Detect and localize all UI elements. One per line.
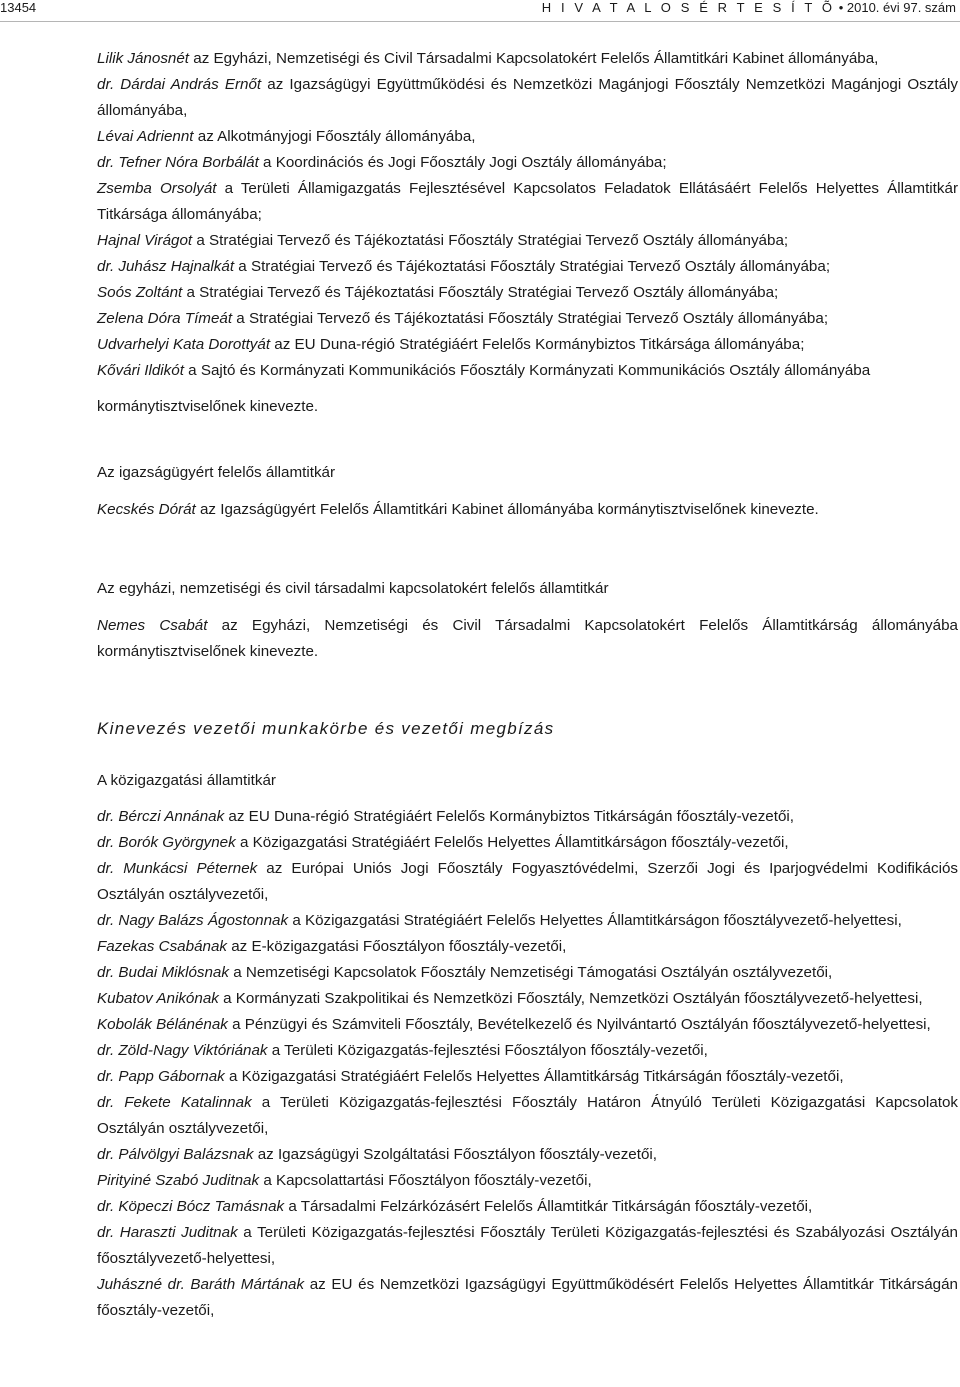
appointment-text: a Stratégiai Tervező és Tájékoztatási Főosztály Stratégiai Tervező Osztály állományába; [182, 284, 779, 301]
intro-closing: kormánytisztviselőnek kinevezte. [97, 398, 319, 415]
name-text: Lévai Adriennt [97, 128, 194, 145]
running-header [0, 0, 960, 22]
section-justice-body [97, 497, 958, 523]
issue-label: 2010. évi 97. szám [846, 0, 956, 15]
intro-appointment-list [97, 46, 958, 384]
appointment-text: a Kormányzati Szakpolitikai és Nemzetközi Főosztály, Nemzetközi Osztályán főosztályvezető-helyettesi, [218, 990, 923, 1007]
appointment-text: a Közigazgatási Stratégiáért Felelős Helyettes Államtitkárság Titkárságán főosztály-vezetői, [224, 1068, 844, 1085]
page-number: 13454 [0, 0, 37, 15]
name-text: Dárdai András Ernőt [120, 76, 262, 93]
appointment-text: a Közigazgatási Stratégiáért Felelős Helyettes Államtitkárságon főosztály-vezetői, [235, 834, 789, 851]
name-text: Kobolák Bélánénak [97, 1016, 228, 1033]
person-name: Nemes Csabát [97, 617, 208, 634]
section-church-body [97, 613, 958, 665]
person-name [97, 1042, 268, 1059]
list-item [97, 306, 958, 332]
appointment-text: a Területi Közigazgatás-fejlesztési Főosztály Területi Közigazgatás-fejlesztési és Szabályozási Osztályán főosztályvezető-helyettesi, [97, 1224, 958, 1267]
appointment-text: az E-közigazgatási Főosztályon főosztály-vezetői, [227, 938, 567, 955]
journal-info [542, 0, 956, 15]
person-name [97, 284, 182, 301]
person-name [97, 362, 184, 379]
name-text: Munkácsi Péternek [123, 860, 258, 877]
list-item [97, 1194, 958, 1220]
person-name [97, 180, 217, 197]
list-item [97, 150, 958, 176]
header-bullet: • [838, 0, 844, 15]
list-item [97, 332, 958, 358]
person-name [97, 258, 234, 275]
appointment-text: a Koordinációs és Jogi Főosztály Jogi Osztály állományába; [258, 154, 667, 171]
title-prefix: dr. [97, 1042, 119, 1059]
list-item [97, 176, 958, 228]
title-prefix: dr. [97, 860, 124, 877]
name-text: Fazekas Csabának [97, 938, 228, 955]
list-item [97, 1142, 958, 1168]
name-text: Juhászné dr. Baráth Mártának [97, 1276, 305, 1293]
list-item [97, 1038, 958, 1064]
title-prefix: dr. [97, 834, 119, 851]
name-text: Haraszti Juditnak [119, 1224, 238, 1241]
name-text: Kővári Ildikót [97, 362, 184, 379]
list-item [97, 934, 958, 960]
list-item [97, 124, 958, 150]
appointment-text: a Stratégiai Tervező és Tájékoztatási Főosztály Stratégiai Tervező Osztály állományába; [234, 258, 831, 275]
person-name [97, 1198, 284, 1215]
name-text: Bérczi Annának [118, 808, 225, 825]
title-prefix: dr. [97, 258, 119, 275]
list-item [97, 1090, 958, 1142]
person-name [97, 154, 259, 171]
appointment-text: az Igazságügyi Szolgáltatási Főosztályon főosztály-vezetői, [253, 1146, 657, 1163]
appointment-text: a Stratégiai Tervező és Tájékoztatási Főosztály Stratégiai Tervező Osztály állományába; [232, 310, 829, 327]
list-item [97, 358, 958, 384]
appointment-text: az Igazságügyi Együttműködési és Nemzetközi Magánjogi Főosztály Nemzetközi Magánjogi Osztály állományába, [97, 76, 958, 119]
person-name [97, 128, 194, 145]
person-name [97, 964, 229, 981]
list-item [97, 804, 958, 830]
name-text: Udvarhelyi Kata Dorottyát [97, 336, 271, 353]
name-text: Köpeczi Bócz Tamásnak [118, 1198, 285, 1215]
appointment-text: a Pénzügyi és Számviteli Főosztály, Bevételkezelő és Nyilvántartó Osztályán főosztályvezető-helyettesi, [227, 1016, 931, 1033]
list-item [97, 960, 958, 986]
person-name [97, 1276, 304, 1293]
appointment-text: az EU Duna-régió Stratégiáért Felelős Kormánybiztos Titkársága állományába; [270, 336, 805, 353]
appointment-text: a Közigazgatási Stratégiáért Felelős Helyettes Államtitkárságon főosztályvezető-helyettesi, [288, 912, 902, 929]
document-body [97, 46, 958, 1324]
name-text: Zsemba Orsolyát [97, 180, 217, 197]
name-text: Kubatov Anikónak [97, 990, 219, 1007]
name-text: Hajnal Virágot [97, 232, 193, 249]
leadership-appointment-list [97, 804, 958, 1324]
section-heading: Kinevezés vezetői munkakörbe és vezetői megbízás [97, 719, 555, 738]
person-name [97, 336, 270, 353]
person-name [97, 1094, 252, 1111]
person-name [97, 76, 261, 93]
title-prefix: dr. [97, 964, 119, 981]
person-name [97, 310, 232, 327]
appointment-text: az Egyházi, Nemzetiségi és Civil Társadalmi Kapcsolatokért Felelős Államtitkári Kabinet állományába, [189, 50, 879, 67]
appointment-text: a Kapcsolattartási Főosztályon főosztály-vezetői, [259, 1172, 592, 1189]
list-item [97, 1064, 958, 1090]
person-name [97, 1016, 228, 1033]
person-name [97, 990, 219, 1007]
name-text: Juhász Hajnalkát [118, 258, 235, 275]
name-text: Budai Miklósnak [118, 964, 229, 981]
person-name [97, 860, 257, 877]
list-item [97, 908, 958, 934]
title-prefix: dr. [97, 1224, 120, 1241]
list-item [97, 856, 958, 908]
appointment-text: a Stratégiai Tervező és Tájékoztatási Főosztály Stratégiai Tervező Osztály állományába; [192, 232, 789, 249]
name-text: Zelena Dóra Tímeát [97, 310, 233, 327]
person-name [97, 938, 227, 955]
person-name [97, 50, 189, 67]
person-name [97, 1172, 259, 1189]
person-name: Kecskés Dórát [97, 501, 196, 518]
header-rule [0, 21, 960, 22]
title-prefix: dr. [97, 1146, 119, 1163]
name-text: Fekete Katalinnak [124, 1094, 252, 1111]
journal-title: H I V A T A L O S É R T E S Í T Õ [541, 0, 836, 15]
person-name [97, 912, 288, 929]
title-prefix: dr. [97, 912, 119, 929]
name-text: Soós Zoltánt [97, 284, 183, 301]
list-item [97, 280, 958, 306]
appointment-text: az Európai Uniós Jogi Főosztály Fogyasztóvédelmi, Szerzői Jogi és Iparjogvédelmi Kodifikációs Osztályán osztályvezetői, [97, 860, 958, 903]
person-name [97, 1068, 225, 1085]
name-text: Tefner Nóra Borbálát [118, 154, 259, 171]
section-church-title: Az egyházi, nemzetiségi és civil társadalmi kapcsolatokért felelős államtitkár [97, 580, 609, 597]
person-name [97, 232, 192, 249]
title-prefix: dr. [97, 76, 121, 93]
list-item [97, 986, 958, 1012]
title-prefix: dr. [97, 808, 119, 825]
appointment-text: az Alkotmányjogi Főosztály állományába, [193, 128, 476, 145]
title-prefix: dr. [97, 154, 119, 171]
appointment-text: a Területi Közigazgatás-fejlesztési Főosztályon főosztály-vezetői, [267, 1042, 708, 1059]
appointment-text: a Nemzetiségi Kapcsolatok Főosztály Nemzetiségi Támogatási Osztályán osztályvezetői, [228, 964, 833, 981]
title-prefix: dr. [97, 1198, 119, 1215]
name-text: Lilik Jánosnét [97, 50, 190, 67]
appointment-text: az EU és Nemzetközi Igazságügyi Együttműködésért Felelős Helyettes Államtitkár Titkárságán főosztály-vezetői, [97, 1276, 958, 1319]
title-prefix: dr. [97, 1068, 119, 1085]
appointment-text: az Igazságügyért Felelős Államtitkári Kabinet állományába kormánytisztviselőnek kinevezte. [195, 501, 819, 518]
list-item [97, 1220, 958, 1272]
section-justice-title: Az igazságügyért felelős államtitkár [97, 464, 336, 481]
person-name [97, 1146, 253, 1163]
list-item [97, 830, 958, 856]
name-text: Borók Györgynek [118, 834, 236, 851]
appointment-text: a Társadalmi Felzárkózásért Felelős Államtitkár Titkárságán főosztály-vezetői, [284, 1198, 813, 1215]
list-item [97, 1012, 958, 1038]
list-item [97, 254, 958, 280]
person-name [97, 1224, 238, 1241]
list-item [97, 46, 958, 72]
name-text: Zöld-Nagy Viktóriának [118, 1042, 268, 1059]
appointment-text: az Egyházi, Nemzetiségi és Civil Társadalmi Kapcsolatokért Felelős Államtitkárság állományába kormánytisztviselőnek kinevezte. [97, 617, 958, 660]
name-text: Papp Gábornak [118, 1068, 225, 1085]
subsection-title: A közigazgatási államtitkár [97, 772, 276, 789]
list-item [97, 228, 958, 254]
title-prefix: dr. [97, 1094, 125, 1111]
person-name [97, 834, 236, 851]
person-name [97, 808, 224, 825]
name-text: Nagy Balázs Ágostonnak [118, 912, 289, 929]
name-text: Pálvölgyi Balázsnak [118, 1146, 254, 1163]
appointment-text: a Sajtó és Kormányzati Kommunikációs Főosztály Kormányzati Kommunikációs Osztály állományába [183, 362, 871, 379]
appointment-text: a Területi Államigazgatás Fejlesztésével Kapcsolatos Feladatok Ellátásáért Felelős Helyettes Államtitkár Titkársága állományába; [97, 180, 958, 223]
list-item [97, 1168, 958, 1194]
name-text: Pirityiné Szabó Juditnak [97, 1172, 260, 1189]
appointment-text: az EU Duna-régió Stratégiáért Felelős Kormánybiztos Titkárságán főosztály-vezetői, [224, 808, 794, 825]
list-item [97, 1272, 958, 1324]
list-item [97, 72, 958, 124]
appointment-text: a Területi Közigazgatás-fejlesztési Főosztály Határon Átnyúló Területi Közigazgatási Kapcsolatok Osztályán osztályvezetői, [97, 1094, 958, 1137]
